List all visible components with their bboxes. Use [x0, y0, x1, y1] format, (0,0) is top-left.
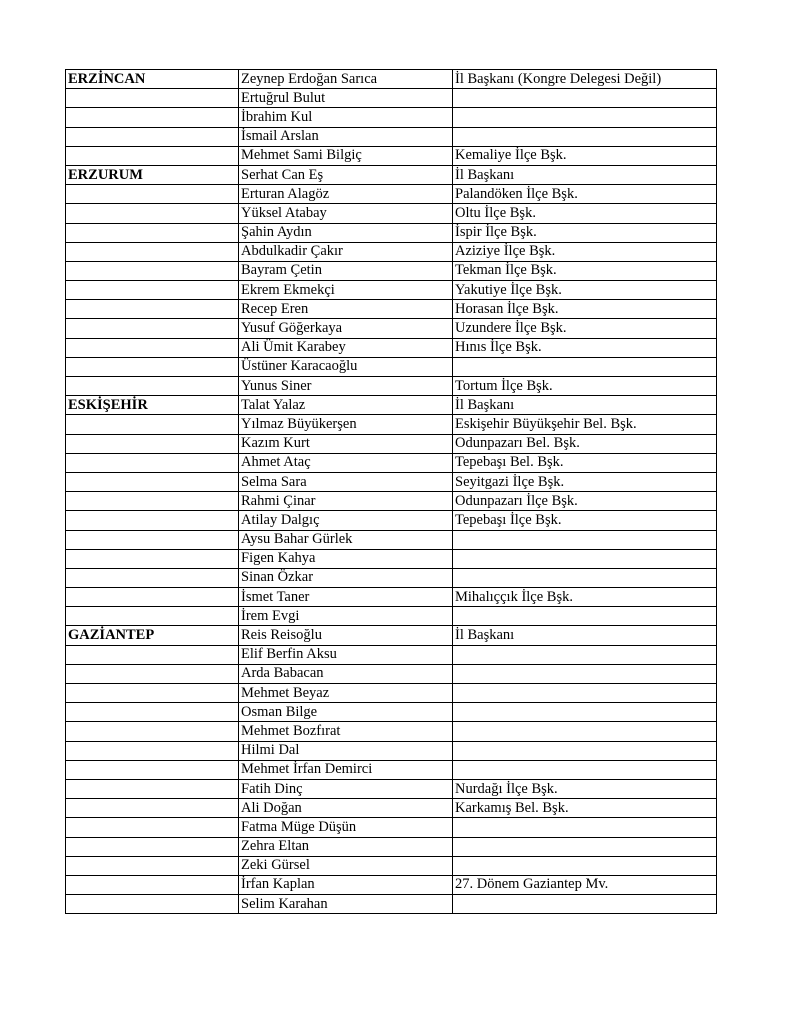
province-cell [66, 818, 239, 837]
province-cell [66, 242, 239, 261]
province-cell [66, 415, 239, 434]
role-cell: Yakutiye İlçe Bşk. [453, 281, 717, 300]
name-cell: Üstüner Karacaoğlu [239, 357, 453, 376]
name-cell: Selma Sara [239, 472, 453, 491]
role-cell: 27. Dönem Gaziantep Mv. [453, 875, 717, 894]
province-cell [66, 319, 239, 338]
table-row [66, 895, 717, 914]
name-cell: Elif Berfin Aksu [239, 645, 453, 664]
role-cell [453, 127, 717, 146]
table-row [66, 204, 717, 223]
role-cell: Horasan İlçe Bşk. [453, 300, 717, 319]
table-row [66, 626, 717, 645]
role-cell: İl Başkanı (Kongre Delegesi Değil) [453, 70, 717, 89]
role-cell: Mihalıççık İlçe Bşk. [453, 588, 717, 607]
province-cell [66, 549, 239, 568]
role-cell [453, 703, 717, 722]
role-cell: İspir İlçe Bşk. [453, 223, 717, 242]
role-cell [453, 837, 717, 856]
name-cell: İsmail Arslan [239, 127, 453, 146]
name-cell: Arda Babacan [239, 664, 453, 683]
province-cell [66, 703, 239, 722]
name-cell: Ali Doğan [239, 799, 453, 818]
name-cell: Sinan Özkar [239, 568, 453, 587]
table-row [66, 799, 717, 818]
table-row [66, 472, 717, 491]
role-cell: Aziziye İlçe Bşk. [453, 242, 717, 261]
name-cell: Yılmaz Büyükerşen [239, 415, 453, 434]
role-cell: Tortum İlçe Bşk. [453, 377, 717, 396]
province-cell [66, 779, 239, 798]
table-row [66, 568, 717, 587]
table-row [66, 165, 717, 184]
table-row [66, 396, 717, 415]
name-cell: Serhat Can Eş [239, 165, 453, 184]
role-cell [453, 568, 717, 587]
role-cell [453, 607, 717, 626]
table-row [66, 530, 717, 549]
name-cell: Talat Yalaz [239, 396, 453, 415]
role-cell [453, 89, 717, 108]
table-row [66, 146, 717, 165]
name-cell: Bayram Çetin [239, 261, 453, 280]
province-cell [66, 434, 239, 453]
name-cell: Reis Reisoğlu [239, 626, 453, 645]
name-cell: İsmet Taner [239, 588, 453, 607]
table-row [66, 684, 717, 703]
province-cell [66, 108, 239, 127]
role-cell: Tepebaşı Bel. Bşk. [453, 453, 717, 472]
province-cell [66, 799, 239, 818]
name-cell: Zeynep Erdoğan Sarıca [239, 70, 453, 89]
table-row [66, 338, 717, 357]
name-cell: Ahmet Ataç [239, 453, 453, 472]
name-cell: Mehmet Sami Bilgiç [239, 146, 453, 165]
role-cell: İl Başkanı [453, 396, 717, 415]
role-cell [453, 357, 717, 376]
province-cell [66, 645, 239, 664]
province-cell [66, 760, 239, 779]
table-row [66, 492, 717, 511]
table-row [66, 607, 717, 626]
province-cell [66, 741, 239, 760]
role-cell: Nurdağı İlçe Bşk. [453, 779, 717, 798]
province-cell [66, 837, 239, 856]
name-cell: Hilmi Dal [239, 741, 453, 760]
province-cell: ERZURUM [66, 165, 239, 184]
table-row [66, 779, 717, 798]
role-cell: Seyitgazi İlçe Bşk. [453, 472, 717, 491]
name-cell: Fatma Müge Düşün [239, 818, 453, 837]
name-cell: Erturan Alagöz [239, 185, 453, 204]
province-cell [66, 146, 239, 165]
province-cell [66, 895, 239, 914]
name-cell: Selim Karahan [239, 895, 453, 914]
table-row [66, 434, 717, 453]
name-cell: Fatih Dinç [239, 779, 453, 798]
table-row [66, 453, 717, 472]
role-cell [453, 856, 717, 875]
table-row [66, 511, 717, 530]
role-cell: Tepebaşı İlçe Bşk. [453, 511, 717, 530]
province-cell [66, 530, 239, 549]
role-cell: Oltu İlçe Bşk. [453, 204, 717, 223]
name-cell: Mehmet Beyaz [239, 684, 453, 703]
table-row [66, 357, 717, 376]
province-cell [66, 281, 239, 300]
province-cell [66, 204, 239, 223]
province-cell: GAZİANTEP [66, 626, 239, 645]
table-row [66, 261, 717, 280]
table-row [66, 185, 717, 204]
role-cell [453, 818, 717, 837]
name-cell: Ali Ümit Karabey [239, 338, 453, 357]
province-cell [66, 300, 239, 319]
role-cell: Odunpazarı Bel. Bşk. [453, 434, 717, 453]
role-cell: İl Başkanı [453, 626, 717, 645]
role-cell: Odunpazarı İlçe Bşk. [453, 492, 717, 511]
table-row [66, 70, 717, 89]
province-cell [66, 492, 239, 511]
province-cell [66, 185, 239, 204]
role-cell [453, 530, 717, 549]
name-cell: Zehra Eltan [239, 837, 453, 856]
table-row [66, 281, 717, 300]
province-cell [66, 338, 239, 357]
role-cell: İl Başkanı [453, 165, 717, 184]
table-row [66, 818, 717, 837]
role-cell [453, 108, 717, 127]
province-cell [66, 377, 239, 396]
role-cell: Uzundere İlçe Bşk. [453, 319, 717, 338]
role-cell [453, 722, 717, 741]
role-cell: Karkamış Bel. Bşk. [453, 799, 717, 818]
table-row [66, 300, 717, 319]
table-row [66, 377, 717, 396]
table-row [66, 319, 717, 338]
province-cell [66, 511, 239, 530]
province-cell [66, 89, 239, 108]
province-cell [66, 875, 239, 894]
name-cell: Rahmi Çinar [239, 492, 453, 511]
role-cell [453, 741, 717, 760]
name-cell: Ekrem Ekmekçi [239, 281, 453, 300]
province-cell [66, 684, 239, 703]
name-cell: Aysu Bahar Gürlek [239, 530, 453, 549]
role-cell: Eskişehir Büyükşehir Bel. Bşk. [453, 415, 717, 434]
role-cell [453, 895, 717, 914]
table-row [66, 856, 717, 875]
name-cell: Yusuf Göğerkaya [239, 319, 453, 338]
table-row [66, 108, 717, 127]
name-cell: Mehmet İrfan Demirci [239, 760, 453, 779]
name-cell: Osman Bilge [239, 703, 453, 722]
province-cell: ERZİNCAN [66, 70, 239, 89]
province-cell [66, 722, 239, 741]
table-row [66, 127, 717, 146]
province-cell [66, 223, 239, 242]
role-cell [453, 664, 717, 683]
table-row [66, 549, 717, 568]
province-cell: ESKİŞEHİR [66, 396, 239, 415]
name-cell: Abdulkadir Çakır [239, 242, 453, 261]
table-row [66, 741, 717, 760]
table-row [66, 837, 717, 856]
name-cell: İrfan Kaplan [239, 875, 453, 894]
province-cell [66, 261, 239, 280]
role-cell [453, 549, 717, 568]
name-cell: Recep Eren [239, 300, 453, 319]
role-cell: Kemaliye İlçe Bşk. [453, 146, 717, 165]
province-cell [66, 856, 239, 875]
name-cell: Figen Kahya [239, 549, 453, 568]
name-cell: Yüksel Atabay [239, 204, 453, 223]
province-cell [66, 607, 239, 626]
role-cell [453, 684, 717, 703]
role-cell: Palandöken İlçe Bşk. [453, 185, 717, 204]
delegate-table-body [66, 70, 717, 914]
table-row [66, 242, 717, 261]
table-row [66, 415, 717, 434]
name-cell: Mehmet Bozfırat [239, 722, 453, 741]
role-cell [453, 645, 717, 664]
province-cell [66, 357, 239, 376]
province-cell [66, 568, 239, 587]
delegate-table [65, 69, 717, 914]
table-row [66, 703, 717, 722]
role-cell [453, 760, 717, 779]
province-cell [66, 664, 239, 683]
name-cell: Şahin Aydın [239, 223, 453, 242]
name-cell: Ertuğrul Bulut [239, 89, 453, 108]
name-cell: Zeki Gürsel [239, 856, 453, 875]
province-cell [66, 472, 239, 491]
table-row [66, 89, 717, 108]
table-row [66, 645, 717, 664]
table-row [66, 223, 717, 242]
name-cell: İbrahim Kul [239, 108, 453, 127]
name-cell: İrem Evgi [239, 607, 453, 626]
table-row [66, 664, 717, 683]
name-cell: Atilay Dalgıç [239, 511, 453, 530]
table-row [66, 760, 717, 779]
table-row [66, 588, 717, 607]
table-row [66, 722, 717, 741]
name-cell: Kazım Kurt [239, 434, 453, 453]
role-cell: Hınıs İlçe Bşk. [453, 338, 717, 357]
province-cell [66, 453, 239, 472]
role-cell: Tekman İlçe Bşk. [453, 261, 717, 280]
name-cell: Yunus Siner [239, 377, 453, 396]
province-cell [66, 127, 239, 146]
province-cell [66, 588, 239, 607]
table-row [66, 875, 717, 894]
